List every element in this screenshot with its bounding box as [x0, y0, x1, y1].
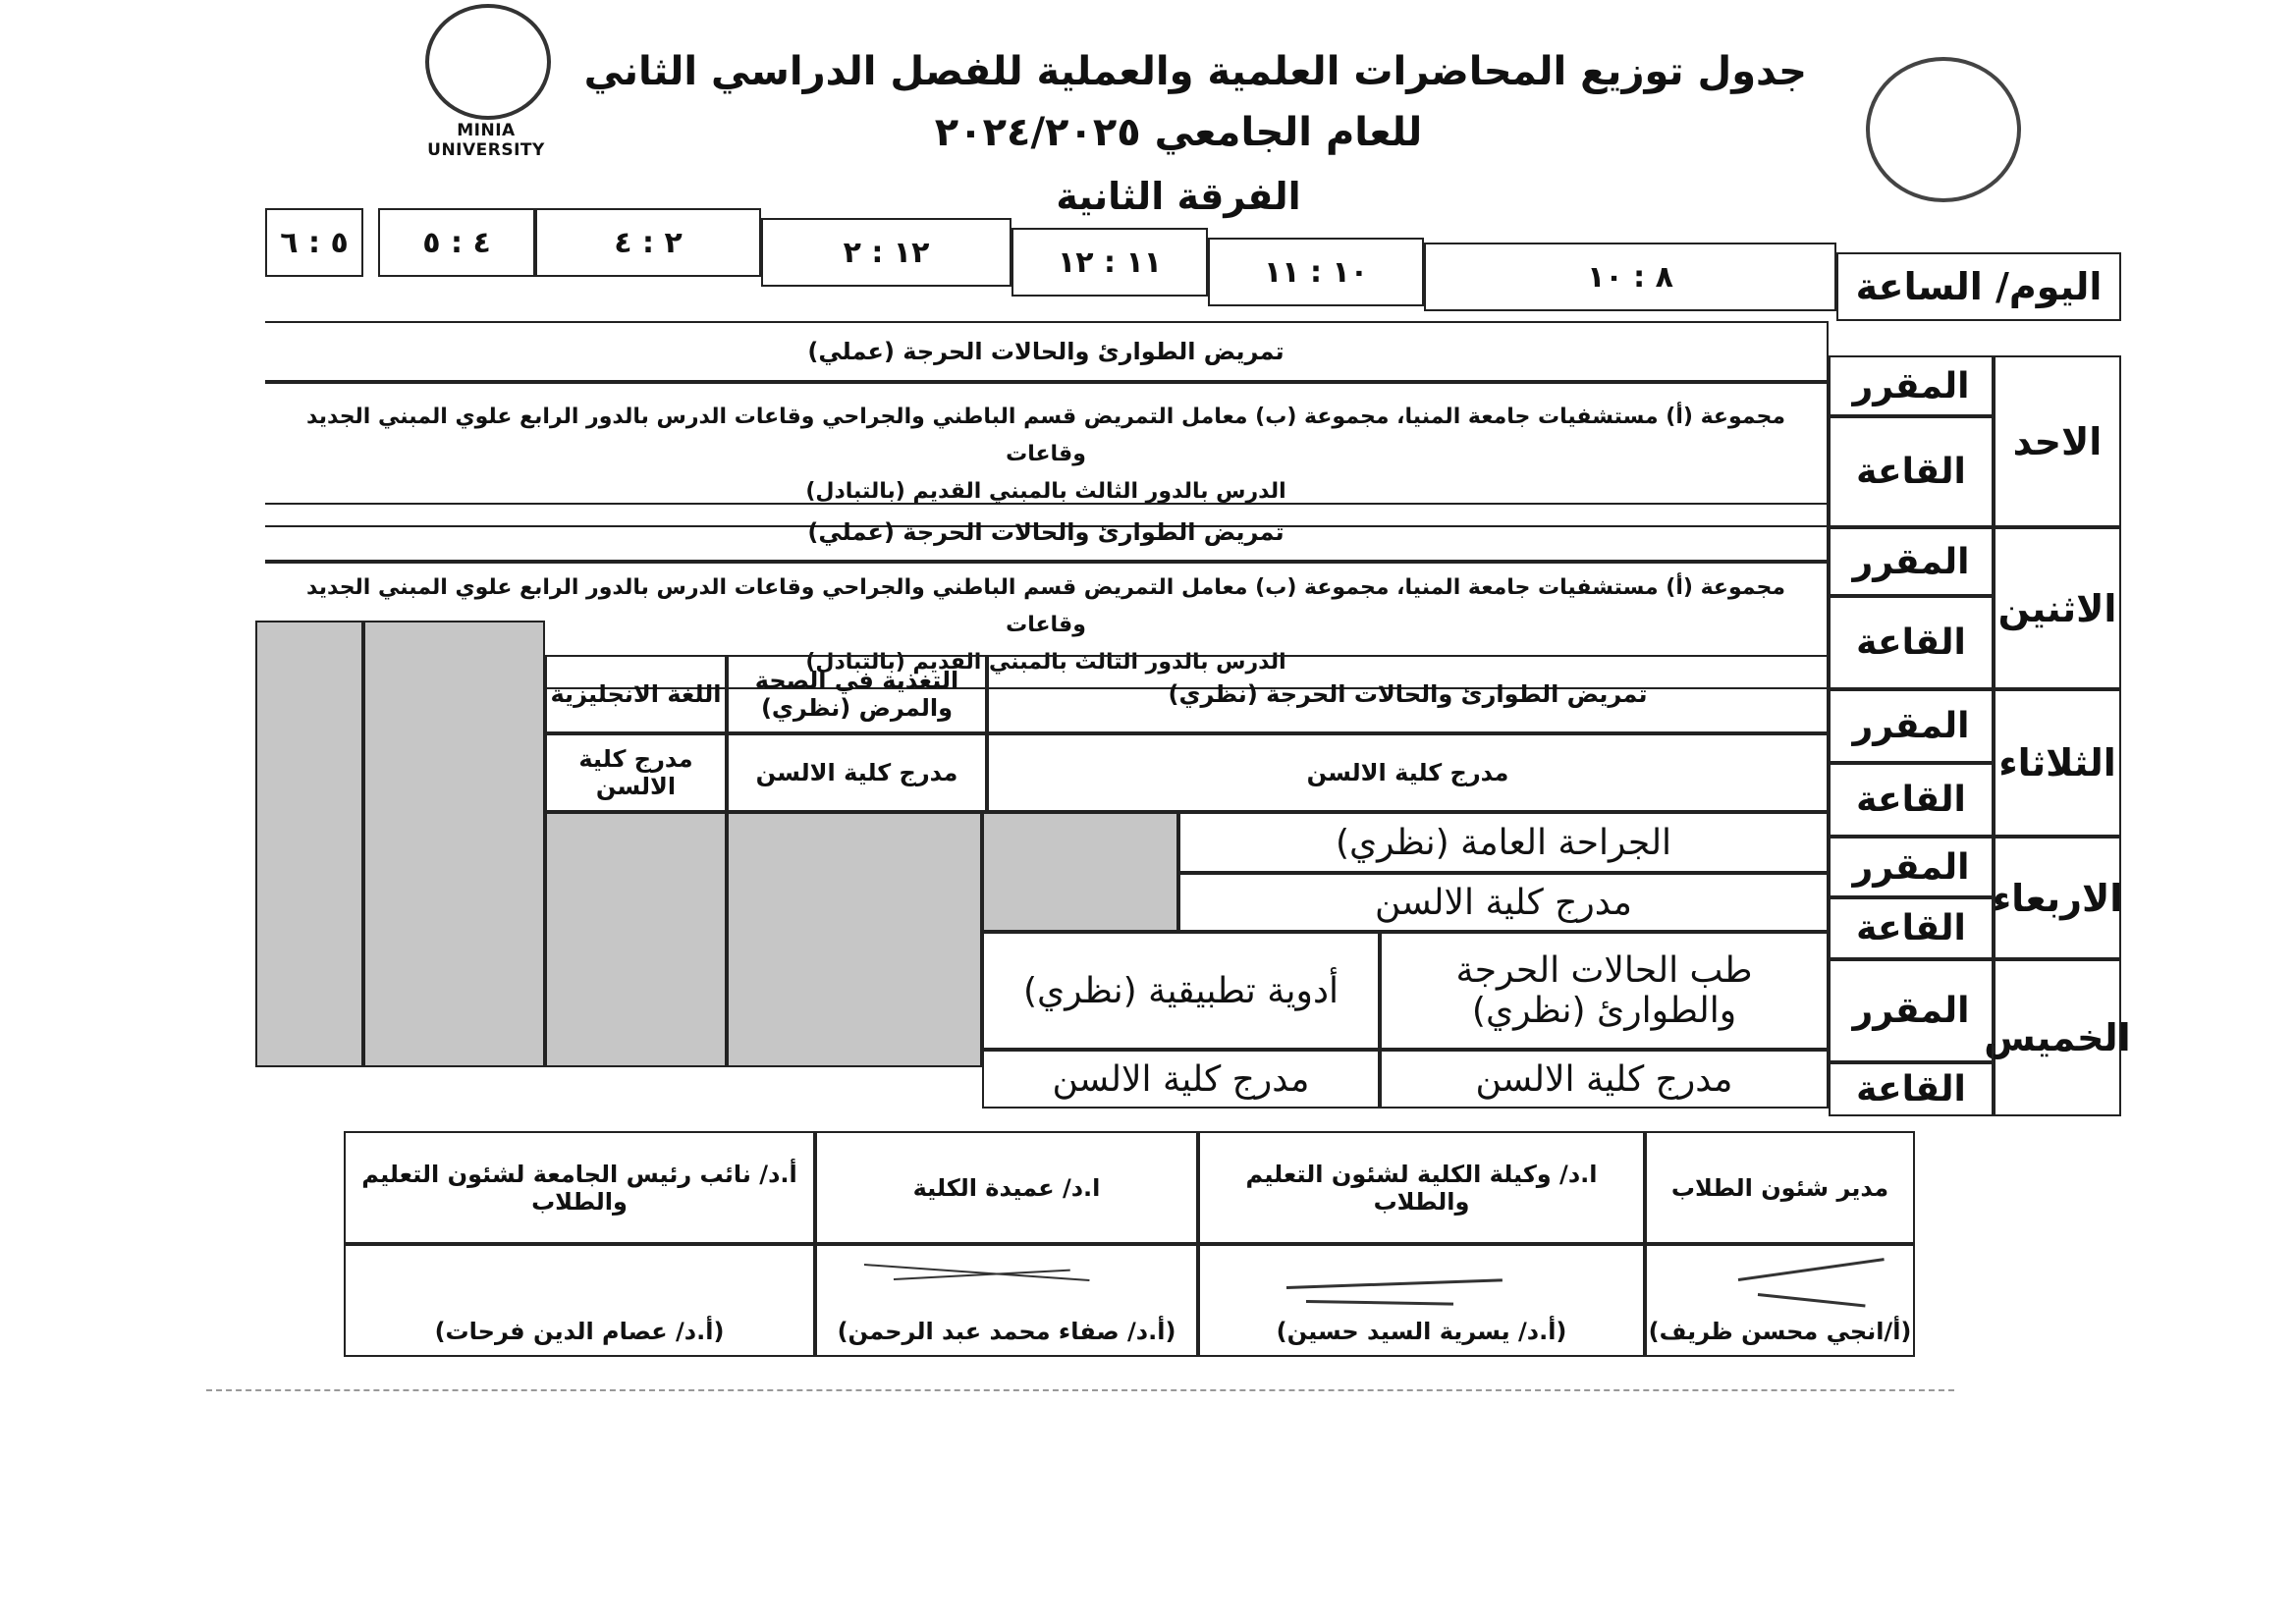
- tuesday-course-label: المقرر: [1829, 689, 1994, 763]
- empty-slot: [982, 812, 1178, 932]
- sunday-room-line-1: مجموعة (أ) مستشفيات جامعة المنيا، مجموعة (ب) معامل التمريض قسم الباطني والجراحي وقاعات الدرس بالدور الرابع علوي المبني الجديد وقاعات: [306, 405, 1785, 466]
- sunday-course: تمريض الطوارئ والحالات الحرجة (عملي): [265, 321, 1829, 382]
- tuesday-room-label: القاعة: [1829, 763, 1994, 837]
- signature-name-3: (أ.د/ صفاء محمد عبد الرحمن): [815, 1244, 1198, 1357]
- day-sunday: الاحد: [1994, 355, 2121, 527]
- signature-name-2: (أ.د/ يسرية السيد حسين): [1198, 1244, 1645, 1357]
- signatures-table: [344, 1131, 1915, 1357]
- time-slot-5: ٢ : ٤: [535, 208, 761, 277]
- time-slot-1: ٨ : ١٠: [1424, 243, 1836, 311]
- tuesday-course-3: اللغة الانجليزية: [545, 655, 727, 733]
- sunday-room-line-2: الدرس بالدور الثالث بالمبني القديم (بالتبادل): [805, 479, 1286, 504]
- day-wednesday: الاربعاء: [1994, 837, 2121, 959]
- monday-course-label: المقرر: [1829, 527, 1994, 596]
- thursday-room-1: مدرج كلية الالسن: [1380, 1050, 1829, 1109]
- signature-title-3: ا.د/ عميدة الكلية: [815, 1131, 1198, 1244]
- university-name: MINIA UNIVERSITY: [427, 121, 545, 160]
- sunday-room-label: القاعة: [1829, 416, 1994, 527]
- page-title: جدول توزيع المحاضرات العلمية والعملية للفصل الدراسي الثاني: [583, 49, 1807, 94]
- monday-room-line-1: مجموعة (أ) مستشفيات جامعة المنيا، مجموعة (ب) معامل التمريض قسم الباطني والجراحي وقاعات الدرس بالدور الرابع علوي المبني الجديد وقاعات: [306, 575, 1785, 637]
- wednesday-course-label: المقرر: [1829, 837, 1994, 897]
- bottom-divider: [206, 1389, 1954, 1391]
- time-slot-6: ٤ : ٥: [378, 208, 535, 277]
- wednesday-room-label: القاعة: [1829, 897, 1994, 959]
- tuesday-course-1: تمريض الطوارئ والحالات الحرجة (نظري): [987, 655, 1829, 733]
- day-tuesday: الثلاثاء: [1994, 689, 2121, 837]
- empty-slot: [727, 812, 982, 1067]
- signature-name-4: (أ.د/ عصام الدين فرحات): [344, 1244, 815, 1357]
- thursday-room-2: مدرج كلية الالسن: [982, 1050, 1380, 1109]
- tuesday-room-2: مدرج كلية الالسن: [727, 733, 987, 812]
- time-slot-2: ١٠ : ١١: [1208, 238, 1424, 306]
- signature-title-2: ا.د/ وكيلة الكلية لشئون التعليم والطلاب: [1198, 1131, 1645, 1244]
- empty-slot: [255, 621, 363, 1067]
- time-slot-4: ١٢ : ٢: [761, 218, 1011, 287]
- monday-course: تمريض الطوارئ والحالات الحرجة (عملي): [265, 503, 1829, 562]
- faculty-of-nursing-logo: [1866, 57, 2023, 204]
- class-level: الفرقة الثانية: [1056, 175, 1301, 218]
- monday-room-label: القاعة: [1829, 596, 1994, 689]
- day-time-header: اليوم/ الساعة: [1836, 252, 2121, 321]
- schedule-table: [265, 208, 2131, 1141]
- sunday-course-label: المقرر: [1829, 355, 1994, 416]
- signature-name-1: (أ/انجي محسن ظريف): [1645, 1244, 1915, 1357]
- day-thursday: الخميس: [1994, 959, 2121, 1116]
- university-seal-icon: [425, 4, 551, 120]
- thursday-course-label: المقرر: [1829, 959, 1994, 1062]
- wednesday-room: مدرج كلية الالسن: [1178, 873, 1829, 932]
- tuesday-room-1: مدرج كلية الالسن: [987, 733, 1829, 812]
- signature-title-4: أ.د/ نائب رئيس الجامعة لشئون التعليم والطلاب: [344, 1131, 815, 1244]
- thursday-room-label: القاعة: [1829, 1062, 1994, 1116]
- day-monday: الاثنين: [1994, 527, 2121, 689]
- monday-room-line-2: الدرس بالدور الثالث بالمبني القديم (بالتبادل): [805, 650, 1286, 675]
- academic-year: للعام الجامعي ٢٠٢٤/٢٠٢٥: [934, 110, 1423, 155]
- tuesday-room-3: مدرج كلية الالسن: [545, 733, 727, 812]
- signature-title-1: مدير شئون الطلاب: [1645, 1131, 1915, 1244]
- thursday-course-2: أدوية تطبيقية (نظري): [982, 932, 1380, 1050]
- thursday-course-1: طب الحالات الحرجة والطوارئ (نظري): [1380, 932, 1829, 1050]
- minia-university-logo: [398, 0, 574, 160]
- empty-slot: [545, 812, 727, 1067]
- faculty-seal-icon: [1866, 57, 2021, 202]
- wednesday-course: الجراحة العامة (نظري): [1178, 812, 1829, 873]
- time-slot-7: ٥ : ٦: [265, 208, 363, 277]
- time-slot-3: ١١ : ١٢: [1011, 228, 1208, 297]
- empty-slot: [363, 621, 545, 1067]
- tuesday-course-2: التغذية في الصحة والمرض (نظري): [727, 655, 987, 733]
